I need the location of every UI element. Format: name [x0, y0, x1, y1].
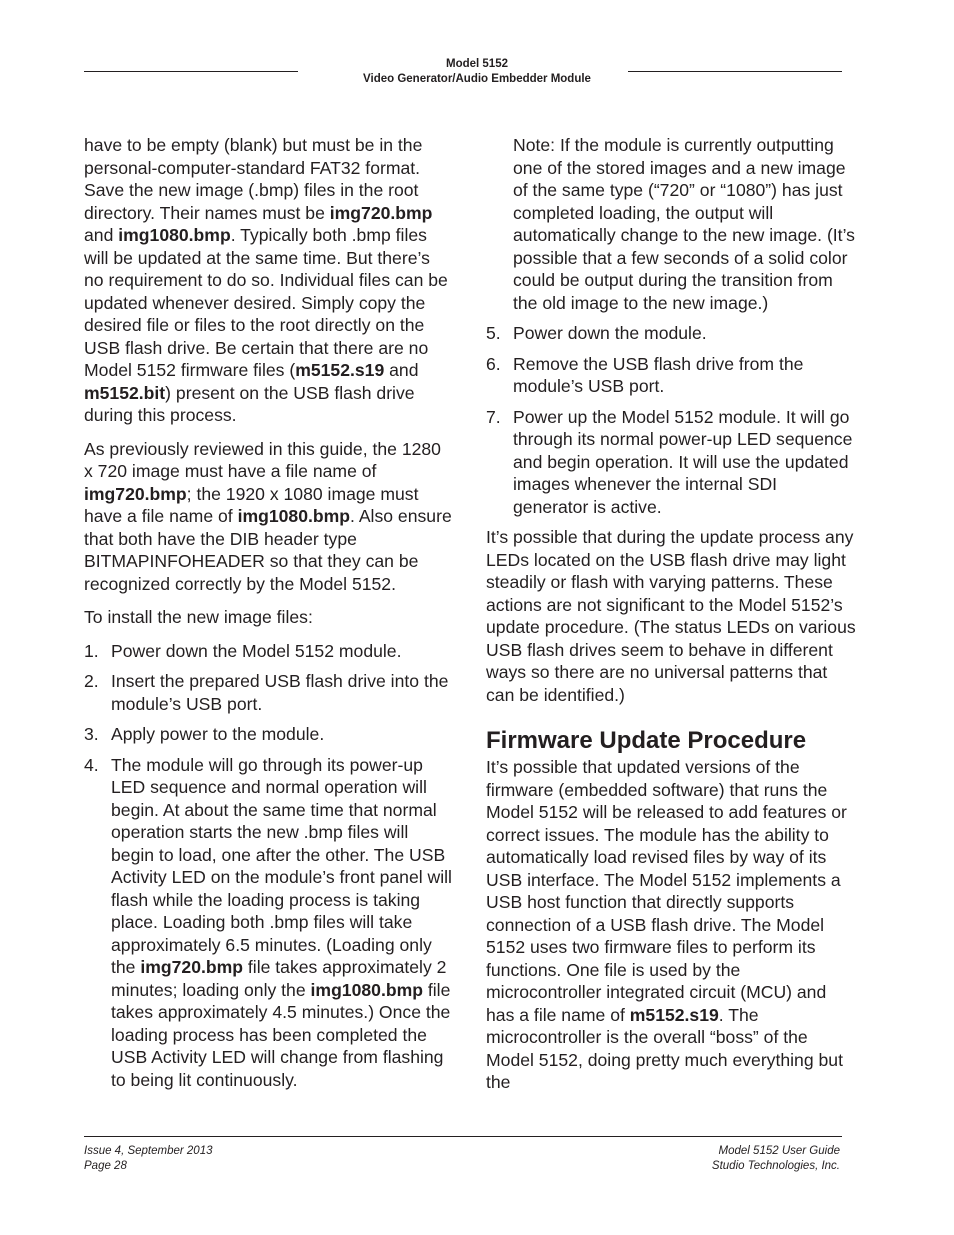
header-rule-right: [628, 71, 842, 72]
list-item: 3. Apply power to the module.: [84, 724, 325, 744]
right-column: [486, 134, 856, 1105]
paragraph: To install the new image files:: [84, 607, 313, 627]
list-item: 2. Insert the prepared USB flash drive into the module’s USB port.: [84, 671, 449, 714]
install-steps-list: [84, 640, 454, 1092]
list-item: 6. Remove the USB flash drive from the module’s USB port.: [486, 353, 804, 396]
list-item: 5. Power down the module.: [486, 323, 707, 343]
note-paragraph: Note: If the module is currently outputting one of the stored images and a new image of the same type (“720” or “1080”) has just completed loading, the output will automatically change to the new image. (It’s possible that a few seconds of a solid color could be output during the transition from the old image to the new image.): [513, 135, 855, 313]
list-item: 4. The module will go through its power-up LED sequence and normal operation will begin. At about the same time that normal operation starts the new .bmp files will begin to load, one after the other. The USB Activity LED on the module’s front panel will flash while the loading process is taking place. Loading both .bmp files will take approximately 6.5 minutes. (Loading only the img720.bmp file takes approximately 2 minutes; loading only the img1080.bmp file takes approximately 4.5 minutes.) Once the loading process has been completed the USB Activity LED will change from flashing to being lit continuously.: [84, 754, 452, 1090]
footer-rule: [84, 1136, 842, 1137]
install-steps-list-continued: [486, 322, 856, 518]
section-heading: Firmware Update Procedure: [486, 727, 807, 754]
footer-page-number: Page 28: [84, 1160, 127, 1172]
left-column: [84, 134, 454, 1099]
list-item: 7. Power up the Model 5152 module. It will go through its normal power-up LED sequence and begin operation. It will use the updated images whenever the internal SDI generator is active.: [486, 406, 853, 517]
header-model: Model 5152: [446, 58, 508, 70]
paragraph: As previously reviewed in this guide, the 1280 x 720 image must have a file name of img720.bmp; the 1920 x 1080 image must have a file name of img1080.bmp. Also ensure that both have the DIB header type BITMAPINFOHEADER so that they can be recognized correctly by the Model 5152.: [84, 438, 452, 594]
paragraph: It’s possible that during the update process any LEDs located on the USB flash drive may light steadily or flash with varying patterns. These actions are not significant to the Model 5152’s update procedure. (The status LEDs on various USB flash drives seem to behave in different ways so there are no universal patterns that can be identified.): [486, 527, 856, 705]
footer-issue: Issue 4, September 2013: [84, 1145, 213, 1157]
footer-left: [84, 1144, 213, 1174]
header-rule-left: [84, 71, 298, 72]
paragraph: It’s possible that updated versions of the firmware (embedded software) that runs the Model 5152 will be released to add features or correct issues. The module has the ability to automatically load revised files by way of its USB interface. The Model 5152 implements a USB host function that directly supports connection of a USB flash drive. The Model 5152 uses two firmware files to perform its functions. One file is used by the microcontroller integrated circuit (MCU) and has a file name of m5152.s19. The microcontroller is the overall “boss” of the Model 5152, doing pretty much everything but the: [486, 757, 847, 1092]
paragraph: have to be empty (blank) but must be in the personal-computer-standard FAT32 format. Save the new image (.bmp) files in the root directory. Their names must be img720.bmp and img1080.bmp. Typically both .bmp files will be updated at the same time. But there’s no requirement to do so. Individual files can be updated whenever desired. Simply copy the desired file or files to the root directly on the USB flash drive. Be certain that there are no Model 5152 firmware files (m5152.s19 and m5152.bit) present on the USB flash drive during this process.: [84, 135, 448, 425]
header-subtitle: Video Generator/Audio Embedder Module: [363, 73, 591, 85]
footer-guide-title: Model 5152 User Guide: [718, 1145, 840, 1157]
footer-right: [712, 1144, 840, 1174]
footer-company: Studio Technologies, Inc.: [711, 1160, 840, 1172]
list-item: 1. Power down the Model 5152 module.: [84, 640, 402, 661]
